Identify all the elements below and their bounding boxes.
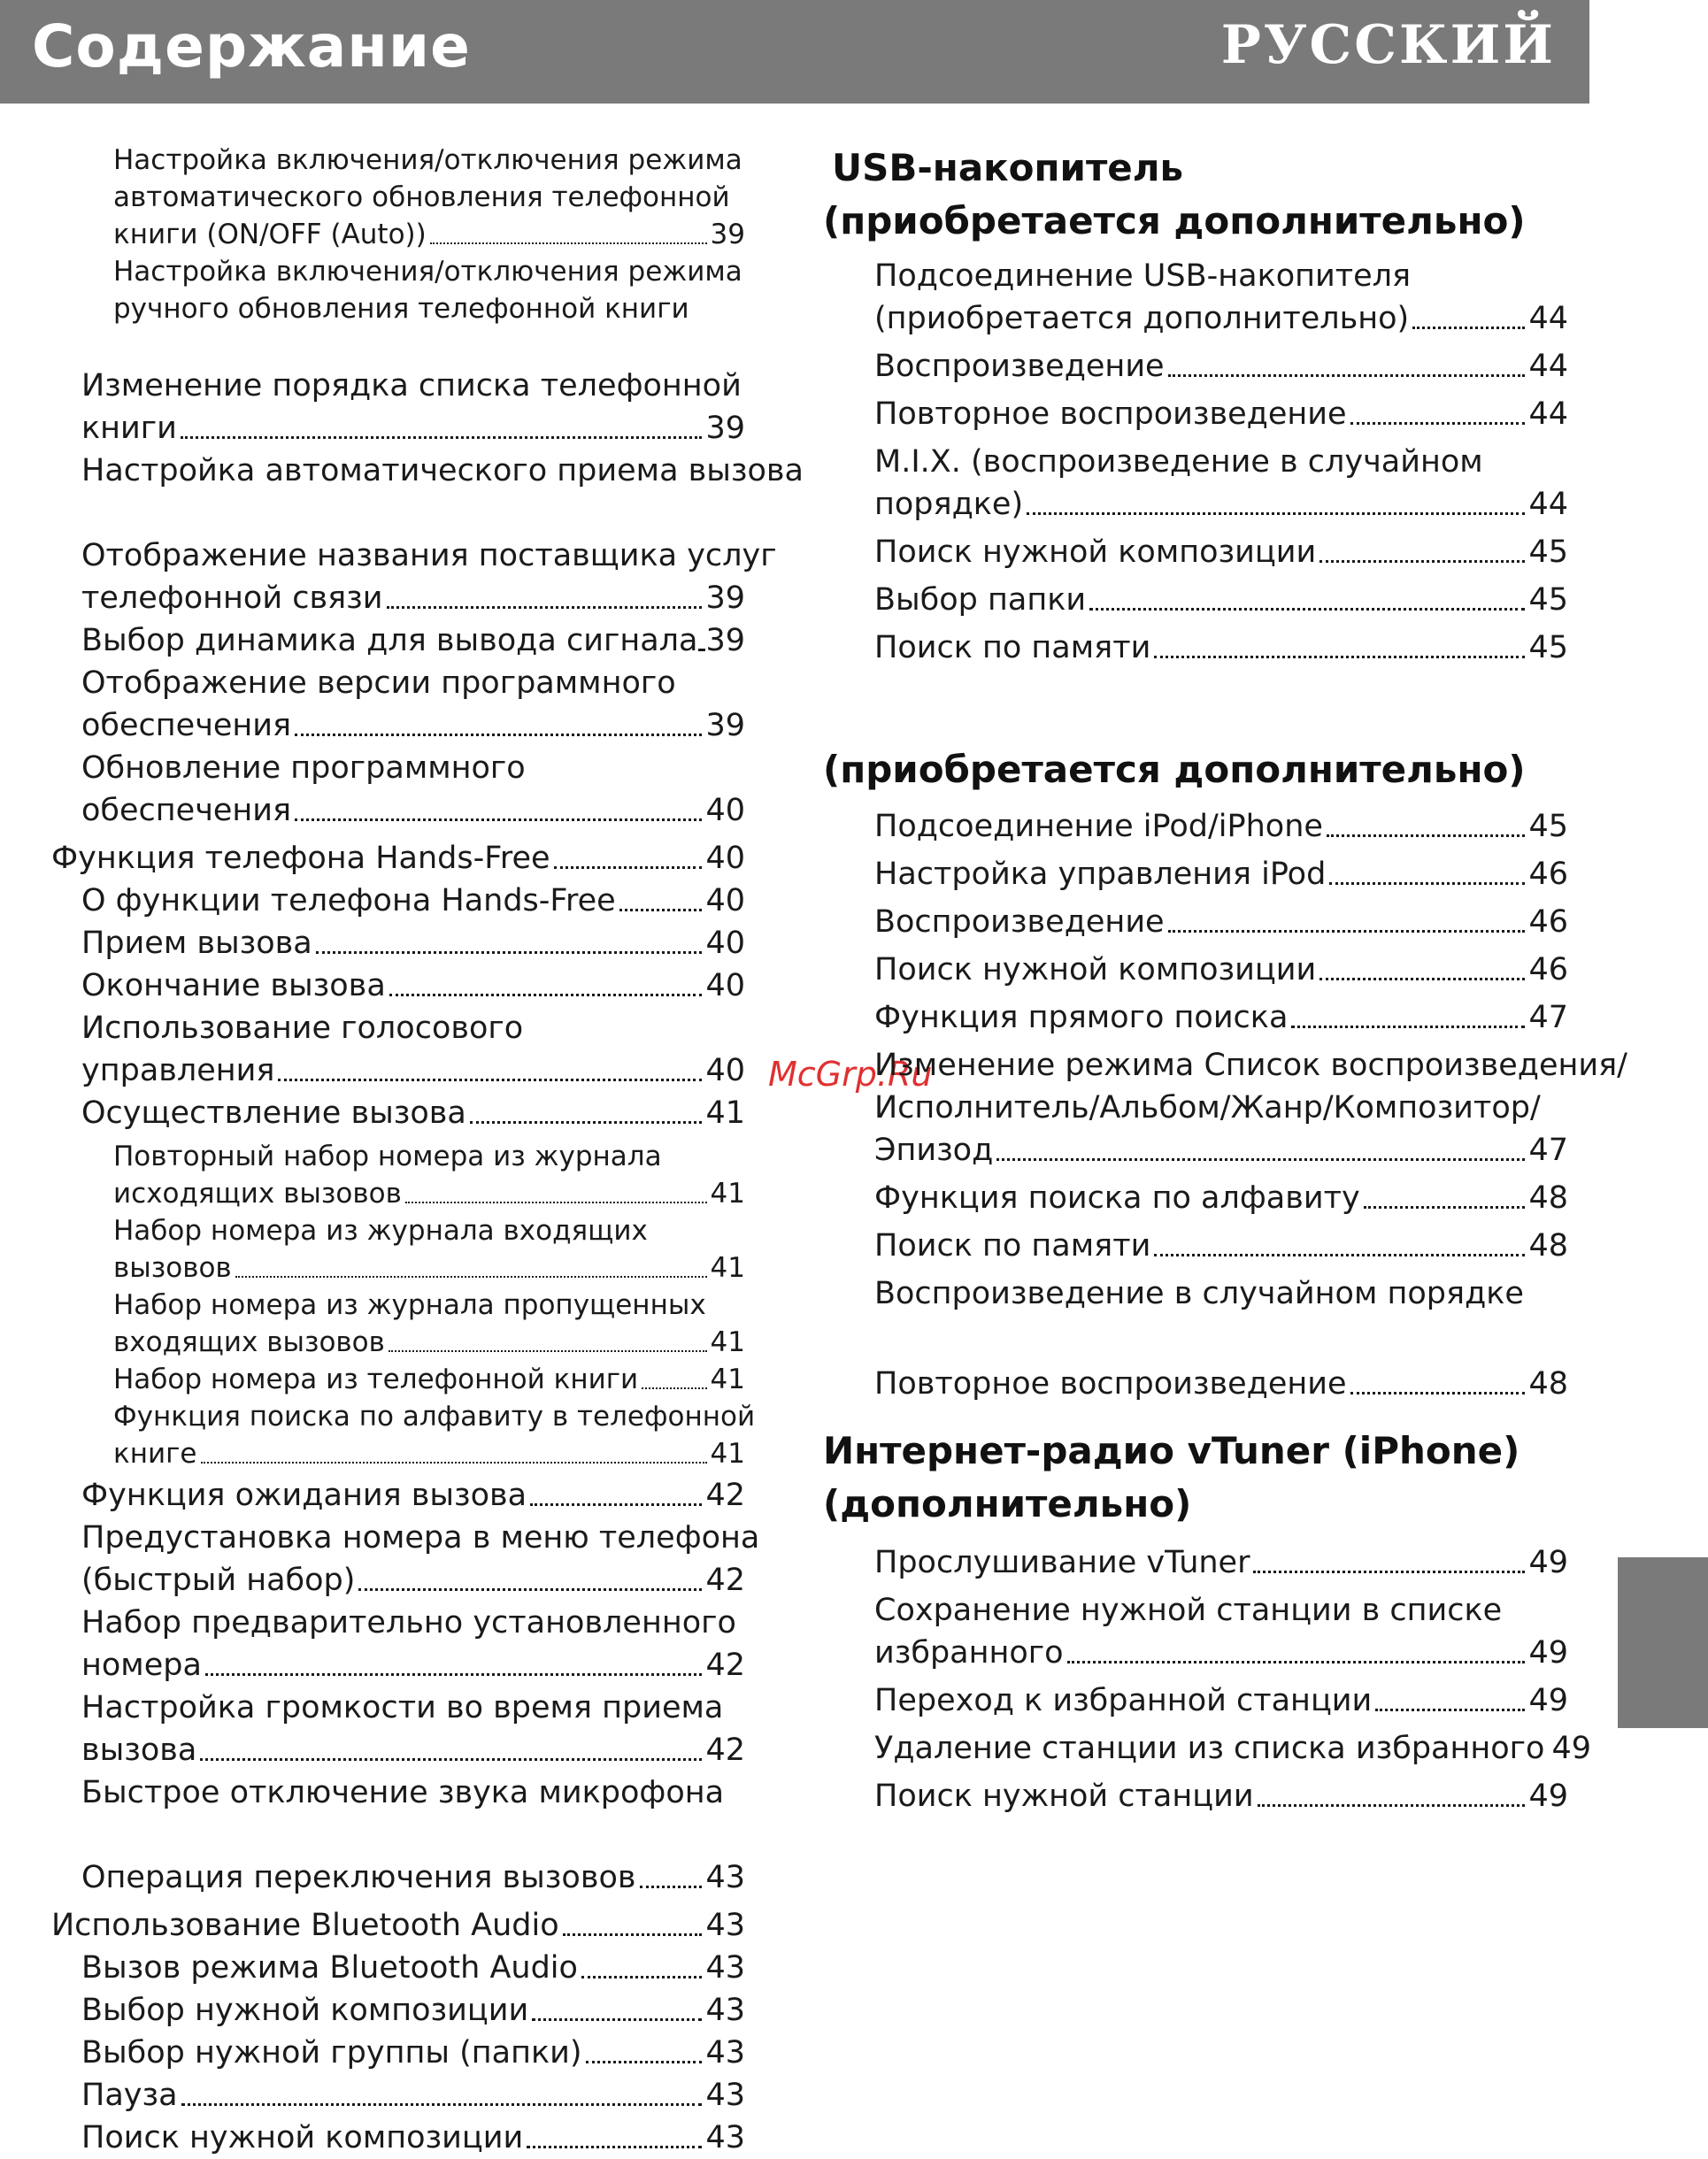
toc-entry[interactable] [113, 253, 745, 290]
dot-leader [430, 242, 707, 244]
dot-leader [181, 436, 703, 439]
toc-page-number: 43 [705, 1950, 745, 1986]
toc-entry[interactable] [81, 2117, 745, 2159]
dot-leader [532, 2018, 702, 2021]
toc-entry-title: входящих вызовов [113, 1326, 385, 1358]
toc-entry-title: Изменение режима Список воспроизведения/ [874, 1048, 1627, 1083]
toc-entry-title: Подсоединение iPod/iPhone [874, 809, 1323, 844]
toc-entry[interactable] [113, 142, 745, 179]
toc-page-number: 44 [1528, 396, 1568, 432]
toc-entry-title: Использование Bluetooth Audio [51, 1908, 559, 1943]
toc-entry[interactable] [51, 1904, 745, 1947]
toc-entry-title: Отображение названия поставщика услуг [81, 538, 777, 573]
toc-entry-title: Настройка автоматического приема вызова [81, 453, 804, 488]
dot-leader [1350, 1392, 1526, 1395]
toc-entry[interactable] [874, 1541, 1568, 1584]
toc-entry[interactable] [81, 1686, 745, 1729]
toc-entry-title: (быстрый набор) [81, 1563, 356, 1598]
toc-entry-title: управления [81, 1053, 275, 1088]
toc-entry-title: Набор номера из телефонной книги [113, 1364, 639, 1395]
dot-leader [1168, 930, 1526, 933]
toc-page-number: 41 [710, 1438, 745, 1470]
toc-page-number: 46 [1528, 904, 1568, 940]
toc-page-number: 49 [1528, 1635, 1568, 1671]
toc-entry[interactable] [81, 1049, 745, 1092]
toc-entry[interactable] [81, 964, 745, 1007]
toc-entry[interactable] [113, 1249, 745, 1287]
toc-entry[interactable] [81, 1644, 745, 1686]
toc-entry[interactable] [113, 1287, 745, 1324]
toc-entry[interactable] [81, 662, 745, 704]
toc-entry[interactable] [81, 449, 804, 492]
toc-entry[interactable] [113, 1361, 745, 1398]
dot-leader [387, 606, 703, 609]
toc-entry[interactable] [81, 704, 745, 747]
dot-leader [642, 1387, 706, 1389]
toc-entry[interactable] [81, 1474, 745, 1517]
dot-leader [554, 866, 703, 869]
dot-leader [278, 1079, 702, 1081]
toc-entry-title: Операция переключения вызовов [81, 1860, 636, 1895]
toc-page-number: 45 [1528, 582, 1568, 618]
toc-page-number: 49 [1551, 1731, 1592, 1766]
dot-leader [1027, 512, 1525, 515]
toc-entry[interactable] [81, 577, 745, 619]
toc-entry-title: Отображение версии программного [81, 665, 676, 701]
toc-entry-title: номера [81, 1648, 202, 1683]
toc-entry[interactable] [81, 2032, 745, 2074]
dot-leader [581, 1976, 703, 1978]
dot-leader [586, 2061, 703, 2063]
toc-page-number: 49 [1528, 1545, 1568, 1580]
toc-entry-title: Поиск нужной композиции [874, 534, 1317, 570]
toc-page-number: 45 [1528, 630, 1568, 665]
toc-page-number: 39 [705, 623, 745, 658]
toc-page-number: 43 [705, 1908, 745, 1943]
toc-entry-title: Удаление станции из списка избранного [874, 1731, 1545, 1766]
dot-leader [996, 1158, 1525, 1161]
dot-leader [389, 994, 703, 996]
toc-entry[interactable] [81, 1092, 745, 1134]
toc-entry-title: обеспечения [81, 708, 292, 743]
dot-leader [1350, 422, 1526, 425]
vtuner-section-subheading: (дополнительно) [823, 1482, 1192, 1525]
toc-entry[interactable] [874, 579, 1568, 621]
toc-entry[interactable] [874, 626, 1568, 669]
toc-entry[interactable] [874, 393, 1568, 435]
toc-page-number: 40 [705, 883, 745, 918]
toc-entry-title: Эпизод [874, 1133, 994, 1168]
dot-leader [358, 1588, 702, 1591]
usb-section-heading: USB-накопитель [832, 146, 1184, 189]
toc-entry-title: порядке) [874, 487, 1024, 522]
dot-leader [1089, 608, 1525, 611]
toc-page-number: 47 [1528, 1133, 1568, 1168]
toc-entry-title: Поиск нужной станции [874, 1779, 1254, 1814]
toc-page-number: 49 [1528, 1779, 1568, 1814]
toc-entry-title: Подсоединение USB-накопителя [874, 258, 1412, 294]
toc-entry-title: Набор номера из журнала входящих [113, 1215, 648, 1247]
toc-entry[interactable] [113, 1212, 745, 1249]
dot-leader [181, 2103, 703, 2106]
toc-page-number: 42 [705, 1733, 745, 1768]
toc-page-number: 44 [1528, 487, 1568, 522]
toc-entry-title: Предустановка номера в меню телефона [81, 1520, 760, 1556]
usb-section-subheading: (приобретается дополнительно) [823, 199, 1526, 242]
toc-page-number: 46 [1528, 952, 1568, 987]
toc-entry-title: Выбор динамика для вывода сигнала [81, 623, 698, 658]
language-label: РУССКИЙ [1220, 14, 1556, 76]
page-title: Содержание [32, 12, 471, 81]
toc-entry-title: Набор предварительно установленного [81, 1605, 736, 1640]
toc-entry[interactable] [874, 345, 1568, 388]
toc-entry[interactable] [874, 1775, 1568, 1817]
toc-entry-title: Сохранение нужной станции в списке [874, 1593, 1503, 1628]
watermark: McGrp.Ru [768, 1055, 933, 1094]
toc-entry[interactable] [81, 619, 745, 662]
toc-entry[interactable] [874, 805, 1568, 848]
toc-entry[interactable] [81, 1989, 745, 2032]
toc-page-number: 42 [705, 1648, 745, 1683]
toc-page-number: 47 [1528, 1000, 1568, 1035]
toc-entry-title: книги [81, 411, 177, 446]
dot-leader [1412, 327, 1525, 329]
toc-entry[interactable] [81, 880, 745, 922]
toc-entry-title: Быстрое отключение звука микрофона [81, 1775, 725, 1810]
toc-entry[interactable] [874, 1632, 1568, 1674]
dot-leader [1154, 1254, 1525, 1256]
dot-leader [619, 909, 703, 911]
dot-leader [640, 1886, 703, 1888]
toc-entry[interactable] [51, 837, 745, 880]
toc-entry[interactable] [874, 255, 1568, 297]
toc-entry-title: Выбор нужной композиции [81, 1993, 529, 2028]
toc-entry[interactable] [874, 1589, 1568, 1632]
dot-leader [1319, 978, 1525, 980]
toc-page-number: 40 [705, 841, 745, 876]
toc-page-number: 41 [710, 1178, 745, 1210]
toc-entry[interactable] [874, 996, 1568, 1039]
dot-leader [1364, 1206, 1526, 1209]
toc-entry[interactable] [81, 1007, 745, 1049]
toc-entry-title: Повторный набор номера из журнала [113, 1141, 662, 1172]
dot-leader [235, 1276, 707, 1278]
toc-entry-title: О функции телефона Hands-Free [81, 883, 616, 918]
toc-entry[interactable] [113, 1175, 745, 1212]
toc-page-number: 40 [705, 1053, 745, 1088]
dot-leader [405, 1202, 707, 1203]
dot-leader [1258, 1804, 1526, 1807]
dot-leader [1375, 1709, 1525, 1711]
toc-entry[interactable] [113, 1435, 745, 1472]
toc-page-number: 39 [705, 580, 745, 616]
dot-leader [389, 1350, 707, 1352]
dot-leader [563, 1933, 703, 1936]
toc-entry-title: Вызов режима Bluetooth Audio [81, 1950, 578, 1986]
toc-entry-title: Функция ожидания вызова [81, 1478, 527, 1513]
toc-entry-title: Обновление программного [81, 750, 526, 786]
toc-entry[interactable] [874, 853, 1568, 895]
dot-leader [1291, 1026, 1525, 1028]
toc-entry[interactable] [874, 483, 1568, 526]
dot-leader [295, 818, 702, 821]
toc-entry[interactable] [874, 1044, 1627, 1087]
toc-page-number: 43 [705, 2035, 745, 2071]
toc-entry[interactable] [81, 1947, 745, 1989]
dot-leader [1253, 1571, 1525, 1573]
toc-page-number: 44 [1528, 349, 1568, 384]
toc-entry-title: (приобретается дополнительно) [874, 301, 1410, 336]
toc-page-number: 42 [705, 1478, 745, 1513]
toc-page-number: 41 [710, 1364, 745, 1395]
toc-page-number: 39 [705, 411, 745, 446]
toc-entry-title: Настройка включения/отключения режима [113, 256, 742, 288]
toc-entry[interactable] [113, 290, 745, 327]
dot-leader [1319, 560, 1525, 563]
dot-leader [205, 1673, 703, 1676]
dot-leader [1067, 1661, 1526, 1663]
toc-entry[interactable] [113, 1398, 756, 1435]
dot-leader [527, 2146, 702, 2148]
dot-leader [1327, 834, 1526, 837]
toc-entry[interactable] [81, 534, 777, 577]
toc-entry[interactable] [81, 1559, 745, 1602]
toc-page-number: 40 [705, 968, 745, 1003]
toc-entry[interactable] [874, 1727, 1592, 1770]
toc-entry-title: Воспроизведение [874, 349, 1165, 384]
toc-entry[interactable] [874, 1087, 1593, 1129]
toc-entry[interactable] [874, 949, 1568, 991]
toc-entry-title: Осуществление вызова [81, 1095, 466, 1131]
toc-entry[interactable] [874, 297, 1568, 340]
toc-entry-title: Прослушивание vTuner [874, 1545, 1250, 1580]
toc-page-number: 48 [1528, 1366, 1568, 1402]
toc-entry[interactable] [874, 1225, 1568, 1267]
toc-entry-title: Выбор нужной группы (папки) [81, 2035, 582, 2071]
toc-entry[interactable] [81, 1771, 745, 1814]
dot-leader [1329, 882, 1525, 885]
ipod-section-subheading: (приобретается дополнительно) [823, 748, 1526, 791]
toc-page-number: 48 [1528, 1228, 1568, 1264]
toc-entry[interactable] [874, 531, 1568, 573]
toc-page-number: 44 [1528, 301, 1568, 336]
toc-entry-title: M.I.X. (воспроизведение в случайном [874, 444, 1483, 480]
toc-entry-title: Повторное воспроизведение [874, 1366, 1347, 1402]
toc-entry-title: книги (ON/OFF (Auto)) [113, 219, 427, 250]
toc-entry-title: исходящих вызовов [113, 1178, 402, 1210]
toc-entry-title: Функция поиска по алфавиту [874, 1180, 1360, 1216]
dot-leader [1154, 656, 1525, 658]
toc-entry-title: телефонной связи [81, 580, 383, 616]
toc-entry[interactable] [874, 1679, 1568, 1722]
toc-entry[interactable] [81, 2074, 745, 2117]
toc-entry-title: обеспечения [81, 793, 292, 828]
toc-entry-title: Настройка громкости во время приема [81, 1690, 724, 1725]
toc-page-number: 43 [705, 1860, 745, 1895]
toc-entry-title: ручного обновления телефонной книги [113, 293, 689, 325]
toc-entry[interactable] [874, 901, 1568, 943]
toc-entry-title: Набор номера из журнала пропущенных [113, 1289, 706, 1321]
dot-leader [316, 951, 703, 954]
toc-page-number: 40 [705, 793, 745, 828]
toc-entry-title: вызовов [113, 1252, 232, 1284]
toc-entry[interactable] [81, 1856, 745, 1899]
toc-entry[interactable] [874, 441, 1568, 483]
toc-page-number: 49 [1528, 1683, 1568, 1718]
toc-entry[interactable] [81, 1517, 760, 1559]
toc-entry[interactable] [81, 365, 745, 407]
toc-page-number: 46 [1528, 857, 1568, 892]
toc-entry-title: Поиск по памяти [874, 1228, 1151, 1264]
section-tab-marker [1618, 1557, 1708, 1728]
toc-entry[interactable] [113, 1324, 745, 1361]
dot-leader [470, 1121, 703, 1124]
page-header [0, 0, 1589, 104]
toc-entry-title: Использование голосового [81, 1010, 524, 1046]
toc-page-number: 40 [705, 926, 745, 961]
toc-entry-title: Изменение порядка списка телефонной [81, 368, 742, 403]
toc-entry-title: Функция телефона Hands-Free [51, 841, 550, 876]
toc-page-number: 43 [705, 2120, 745, 2155]
toc-page-number: 41 [710, 1252, 745, 1284]
toc-entry-title: избранного [874, 1635, 1064, 1671]
toc-entry-title: автоматического обновления телефонной [113, 181, 730, 213]
toc-entry-title: книге [113, 1438, 197, 1470]
toc-entry[interactable] [874, 1177, 1568, 1219]
dot-leader [530, 1503, 702, 1506]
toc-page-number: 45 [1528, 809, 1568, 844]
toc-entry-title: Повторное воспроизведение [874, 396, 1347, 432]
toc-entry[interactable] [81, 1729, 745, 1771]
toc-page-number: 48 [1528, 1180, 1568, 1216]
toc-page-number: 41 [705, 1095, 745, 1131]
dot-leader [201, 1462, 707, 1464]
toc-page-number: 45 [1528, 534, 1568, 570]
toc-entry-title: Прием вызова [81, 926, 312, 961]
toc-page-number: 39 [710, 219, 745, 250]
toc-entry[interactable] [113, 1138, 745, 1175]
toc-entry[interactable] [81, 407, 745, 449]
toc-entry[interactable] [874, 1272, 1593, 1315]
toc-entry[interactable] [81, 747, 745, 789]
toc-entry[interactable] [81, 922, 745, 964]
toc-entry[interactable] [81, 1602, 745, 1644]
toc-entry[interactable] [113, 216, 745, 253]
toc-entry-title: Переход к избранной станции [874, 1683, 1373, 1718]
toc-entry-title: Исполнитель/Альбом/Жанр/Композитор/ [874, 1090, 1541, 1126]
dot-leader [295, 734, 702, 736]
toc-page-number: 43 [705, 2078, 745, 2113]
toc-entry-title: Поиск нужной композиции [874, 952, 1317, 987]
toc-page-number: 39 [705, 708, 745, 743]
vtuner-section-heading: Интернет-радио vTuner (iPhone) [823, 1429, 1520, 1472]
toc-entry-title: Настройка управления iPod [874, 857, 1327, 892]
toc-page-number: 43 [705, 1993, 745, 2028]
toc-entry[interactable] [874, 1129, 1568, 1172]
dot-leader [701, 649, 702, 651]
toc-entry[interactable] [81, 789, 745, 832]
toc-page-number: 41 [710, 1326, 745, 1358]
toc-entry[interactable] [874, 1363, 1568, 1405]
dot-leader [1168, 374, 1526, 377]
toc-entry-title: Функция поиска по алфавиту в телефонной [113, 1401, 756, 1433]
toc-entry-title: Поиск по памяти [874, 630, 1151, 665]
toc-entry-title: Выбор папки [874, 582, 1087, 618]
toc-entry-title: вызова [81, 1733, 197, 1768]
toc-entry-title: Воспроизведение [874, 904, 1165, 940]
toc-entry-title: Поиск нужной композиции [81, 2120, 524, 2155]
toc-entry-title: Пауза [81, 2078, 178, 2113]
toc-entry-title: Функция прямого поиска [874, 1000, 1289, 1035]
toc-entry-title: Окончание вызова [81, 968, 386, 1003]
toc-page-number: 42 [705, 1563, 745, 1598]
toc-entry-title: Воспроизведение в случайном порядке [874, 1276, 1524, 1311]
toc-entry-title: Настройка включения/отключения режима [113, 144, 742, 176]
dot-leader [200, 1758, 702, 1761]
toc-entry[interactable] [113, 179, 745, 216]
